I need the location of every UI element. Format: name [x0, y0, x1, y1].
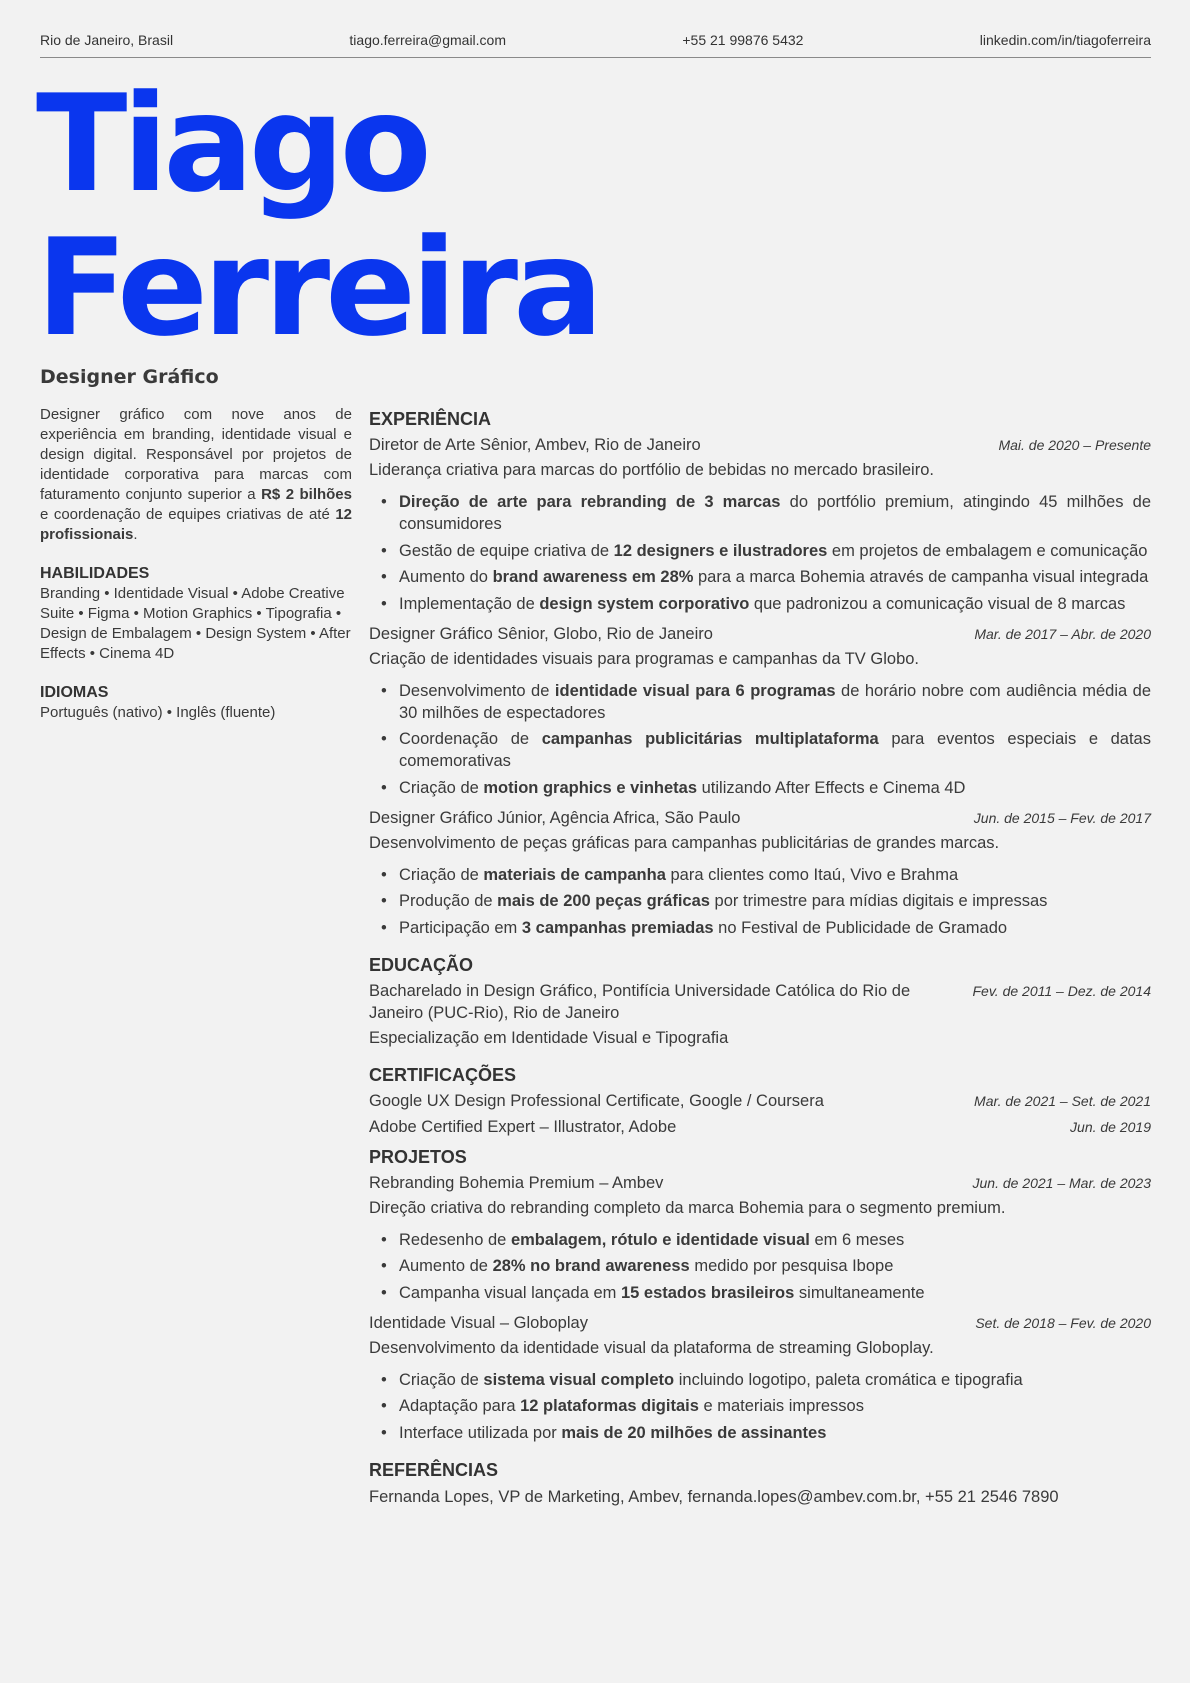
bullet-icon: •: [381, 681, 387, 700]
body-text: medido por pesquisa Ibope: [689, 1257, 894, 1275]
entry-header: [369, 434, 1151, 456]
bullet-icon: •: [381, 778, 387, 797]
bullet-item: [381, 890, 1151, 912]
entry-date: Jun. de 2019: [1070, 1118, 1151, 1135]
body-text: Implementação de: [399, 594, 540, 613]
body-text: Criação de: [399, 778, 484, 797]
body-text: no Festival de Publicidade de Gramado: [713, 918, 1008, 937]
bullet-icon: •: [381, 1257, 387, 1275]
body-text: Designer gráfico com nove anos de experiência em branding, identidade visual e design digital. Responsável por projetos de identidade corporativa para marcas com faturamento conjunto superior a: [40, 406, 352, 503]
bullet-icon: •: [381, 1370, 387, 1389]
projects-section: [369, 1144, 1151, 1444]
highlight-text: campanhas publicitárias multiplataforma: [541, 730, 879, 748]
highlight-text: 15 estados brasileiros: [620, 1283, 795, 1302]
highlight-text: identidade visual para 6 programas: [554, 681, 836, 700]
bullet-icon: •: [381, 1230, 387, 1249]
bullet-item: [381, 491, 1151, 535]
body-text: Aumento de: [399, 1257, 493, 1275]
bullet-item: [381, 1369, 1151, 1391]
body-text: .: [133, 526, 138, 543]
project-entry: [369, 1172, 1151, 1304]
education-description: Especialização em Identidade Visual e Tipografia: [369, 1028, 729, 1047]
highlight-text: design system corporativo: [539, 594, 750, 613]
entry-date: Jun. de 2015 – Fev. de 2017: [973, 809, 1151, 826]
entry-header: [369, 1172, 1151, 1194]
sidebar: [40, 405, 352, 723]
experience-list: [369, 434, 1151, 939]
highlight-text: mais de 20 milhões de assinantes: [561, 1423, 827, 1442]
bullet-item: [381, 680, 1151, 724]
body-text: do portfólio premium, atingindo 45 milhões de consumidores: [399, 493, 1151, 533]
body-text: que padronizou a comunicação visual de 8 marcas: [749, 594, 1126, 613]
entry-date: Mai. de 2020 – Presente: [998, 437, 1151, 453]
entry-header: [369, 1312, 1151, 1334]
experience-section: [369, 406, 1151, 939]
body-text: Campanha visual lançada em: [399, 1283, 621, 1302]
highlight-text: sistema visual completo: [483, 1370, 675, 1389]
profile-summary: [40, 405, 352, 545]
body-text: Criação de: [399, 1370, 484, 1389]
highlight-text: 12 profissionais: [40, 506, 352, 543]
bullet-item: [381, 593, 1151, 615]
certifications-heading: CERTIFICAÇÕES: [369, 1064, 517, 1085]
body-text: Desenvolvimento de: [399, 681, 555, 700]
body-text: para clientes como Itaú, Vivo e Brahma: [665, 865, 959, 884]
highlight-text: mais de 200 peças gráficas: [497, 892, 710, 910]
entry-title: Google UX Design Professional Certificate, Google / Coursera: [369, 1091, 824, 1110]
body-text: Produção de: [399, 892, 498, 910]
reference-entry: Fernanda Lopes, VP de Marketing, Ambev, fernanda.lopes@ambev.com.br, +55 21 2546 7890: [369, 1487, 1059, 1506]
entry-title: Designer Gráfico Sênior, Globo, Rio de Janeiro: [369, 624, 713, 643]
bullet-item: [381, 1229, 1151, 1251]
bullet-list: [369, 680, 1151, 799]
highlight-text: 28% no brand awareness: [492, 1257, 690, 1275]
bullet-list: [369, 864, 1151, 939]
references-heading: REFERÊNCIAS: [369, 1459, 499, 1480]
entry-header: [369, 1090, 1151, 1112]
highlight-text: 3 campanhas premiadas: [521, 918, 714, 937]
projects-list: [369, 1172, 1151, 1444]
highlight-text: Direção de arte para rebranding de 3 marcas: [399, 493, 781, 511]
body-text: Coordenação de: [399, 730, 542, 748]
education-section: [369, 952, 1151, 1049]
bullet-icon: •: [381, 1397, 387, 1415]
entry-header: [369, 623, 1151, 645]
bullet-item: [381, 1422, 1151, 1444]
body-text: Interface utilizada por: [399, 1423, 562, 1442]
bullet-icon: •: [381, 865, 387, 884]
main-content: [369, 406, 1151, 1508]
highlight-text: 12 plataformas digitais: [520, 1397, 699, 1415]
education-heading: EDUCAÇÃO: [369, 954, 474, 975]
bullet-item: [381, 1255, 1151, 1277]
job-entry: [369, 623, 1151, 799]
entry-description: Liderança criativa para marcas do portfólio de bebidas no mercado brasileiro.: [369, 461, 934, 479]
languages-list: Português (nativo) • Inglês (fluente): [40, 704, 276, 721]
certification-entry: [369, 1090, 1151, 1112]
certifications-list: [369, 1090, 1151, 1138]
body-text: incluindo logotipo, paleta cromática e tipografia: [674, 1370, 1023, 1389]
entry-title: Diretor de Arte Sênior, Ambev, Rio de Janeiro: [369, 436, 701, 454]
education-title: Bacharelado in Design Gráfico, Pontifícia Universidade Católica do Rio de Janeiro (PUC-Rio), Rio de Janeiro: [369, 981, 911, 1022]
experience-heading: EXPERIÊNCIA: [369, 409, 492, 429]
candidate-name: [36, 66, 599, 366]
contact-bar: [40, 32, 1151, 58]
bullet-icon: •: [381, 1423, 387, 1442]
last-name: Ferreira: [36, 210, 599, 366]
body-text: Participação em: [399, 918, 522, 937]
entry-description: Criação de identidades visuais para programas e campanhas da TV Globo.: [369, 649, 920, 668]
job-entry: [369, 807, 1151, 939]
bullet-item: [381, 1395, 1151, 1417]
body-text: simultaneamente: [794, 1283, 925, 1302]
entry-description: Desenvolvimento de peças gráficas para campanhas publicitárias de grandes marcas.: [369, 833, 1000, 852]
entry-header: [369, 1116, 1151, 1138]
job-role: Designer Gráfico: [40, 366, 219, 388]
languages-heading: IDIOMAS: [40, 684, 109, 701]
bullet-item: [381, 540, 1151, 562]
bullet-icon: •: [381, 594, 387, 613]
bullet-item: [381, 1282, 1151, 1304]
bullet-icon: •: [381, 541, 387, 560]
highlight-text: R$ 2 bilhões: [261, 486, 352, 503]
bullet-item: [381, 917, 1151, 939]
projects-heading: PROJETOS: [369, 1146, 467, 1167]
bullet-item: [381, 728, 1151, 772]
body-text: Adaptação para: [399, 1397, 521, 1415]
body-text: Redesenho de: [399, 1230, 511, 1249]
bullet-icon: •: [381, 918, 387, 937]
education-date: Fev. de 2011 – Dez. de 2014: [972, 982, 1151, 999]
bullet-icon: •: [381, 568, 387, 586]
bullet-item: [381, 777, 1151, 799]
entry-title: Designer Gráfico Júnior, Agência Africa, São Paulo: [369, 808, 741, 827]
contact-linkedin[interactable]: linkedin.com/in/tiagoferreira: [979, 32, 1151, 48]
project-entry: [369, 1312, 1151, 1444]
bullet-icon: •: [381, 1283, 387, 1302]
contact-email[interactable]: tiago.ferreira@gmail.com: [349, 32, 507, 48]
highlight-text: materiais de campanha: [483, 865, 666, 884]
entry-description: Desenvolvimento da identidade visual da plataforma de streaming Globoplay.: [369, 1338, 934, 1357]
entry-date: Jun. de 2021 – Mar. de 2023: [972, 1174, 1151, 1191]
body-text: Aumento do: [399, 568, 493, 586]
entry-date: Set. de 2018 – Fev. de 2020: [975, 1314, 1151, 1331]
bullet-icon: •: [381, 730, 387, 748]
entry-title: Rebranding Bohemia Premium – Ambev: [369, 1173, 664, 1192]
entry-title: Adobe Certified Expert – Illustrator, Adobe: [369, 1117, 677, 1136]
education-entry: [369, 980, 1151, 1024]
bullet-icon: •: [381, 892, 387, 910]
highlight-text: brand awareness em 28%: [492, 568, 694, 586]
job-entry: [369, 434, 1151, 615]
certifications-section: [369, 1062, 1151, 1138]
bullet-list: [369, 1229, 1151, 1304]
body-text: utilizando After Effects e Cinema 4D: [697, 778, 966, 797]
highlight-text: motion graphics e vinhetas: [483, 778, 698, 797]
body-text: e materiais impressos: [698, 1397, 864, 1415]
contact-location: Rio de Janeiro, Brasil: [40, 32, 174, 48]
entry-description: Direção criativa do rebranding completo da marca Bohemia para o segmento premium.: [369, 1198, 1006, 1217]
first-name: Tiago: [36, 66, 427, 222]
body-text: em 6 meses: [809, 1230, 905, 1249]
bullet-item: [381, 864, 1151, 886]
contact-phone[interactable]: +55 21 99876 5432: [682, 32, 804, 48]
body-text: Gestão de equipe criativa de: [399, 541, 614, 560]
body-text: Criação de: [399, 865, 484, 884]
body-text: em projetos de embalagem e comunicação: [827, 541, 1148, 560]
entry-title: Identidade Visual – Globoplay: [369, 1313, 588, 1332]
highlight-text: 12 designers e ilustradores: [613, 541, 828, 560]
body-text: e coordenação de equipes criativas de até: [40, 506, 336, 523]
bullet-list: [369, 491, 1151, 615]
certification-entry: [369, 1116, 1151, 1138]
skills-list: Branding • Identidade Visual • Adobe Creative Suite • Figma • Motion Graphics • Tipografia • Design de Embalagem • Design System • After Effects • Cinema 4D: [40, 585, 351, 662]
entry-header: [369, 807, 1151, 829]
body-text: por trimestre para mídias digitais e impressas: [709, 892, 1048, 910]
skills-heading: HABILIDADES: [40, 565, 150, 582]
body-text: de horário nobre com audiência média de 30 milhões de espectadores: [399, 681, 1152, 722]
references-section: [369, 1457, 1151, 1508]
body-text: para a marca Bohemia através de campanha visual integrada: [693, 568, 1149, 586]
highlight-text: embalagem, rótulo e identidade visual: [510, 1230, 810, 1249]
bullet-list: [369, 1369, 1151, 1444]
bullet-icon: •: [381, 493, 387, 511]
body-text: para eventos especiais e datas comemorativas: [399, 730, 1151, 770]
entry-date: Mar. de 2021 – Set. de 2021: [974, 1092, 1151, 1109]
bullet-item: [381, 566, 1151, 588]
entry-date: Mar. de 2017 – Abr. de 2020: [974, 625, 1151, 642]
